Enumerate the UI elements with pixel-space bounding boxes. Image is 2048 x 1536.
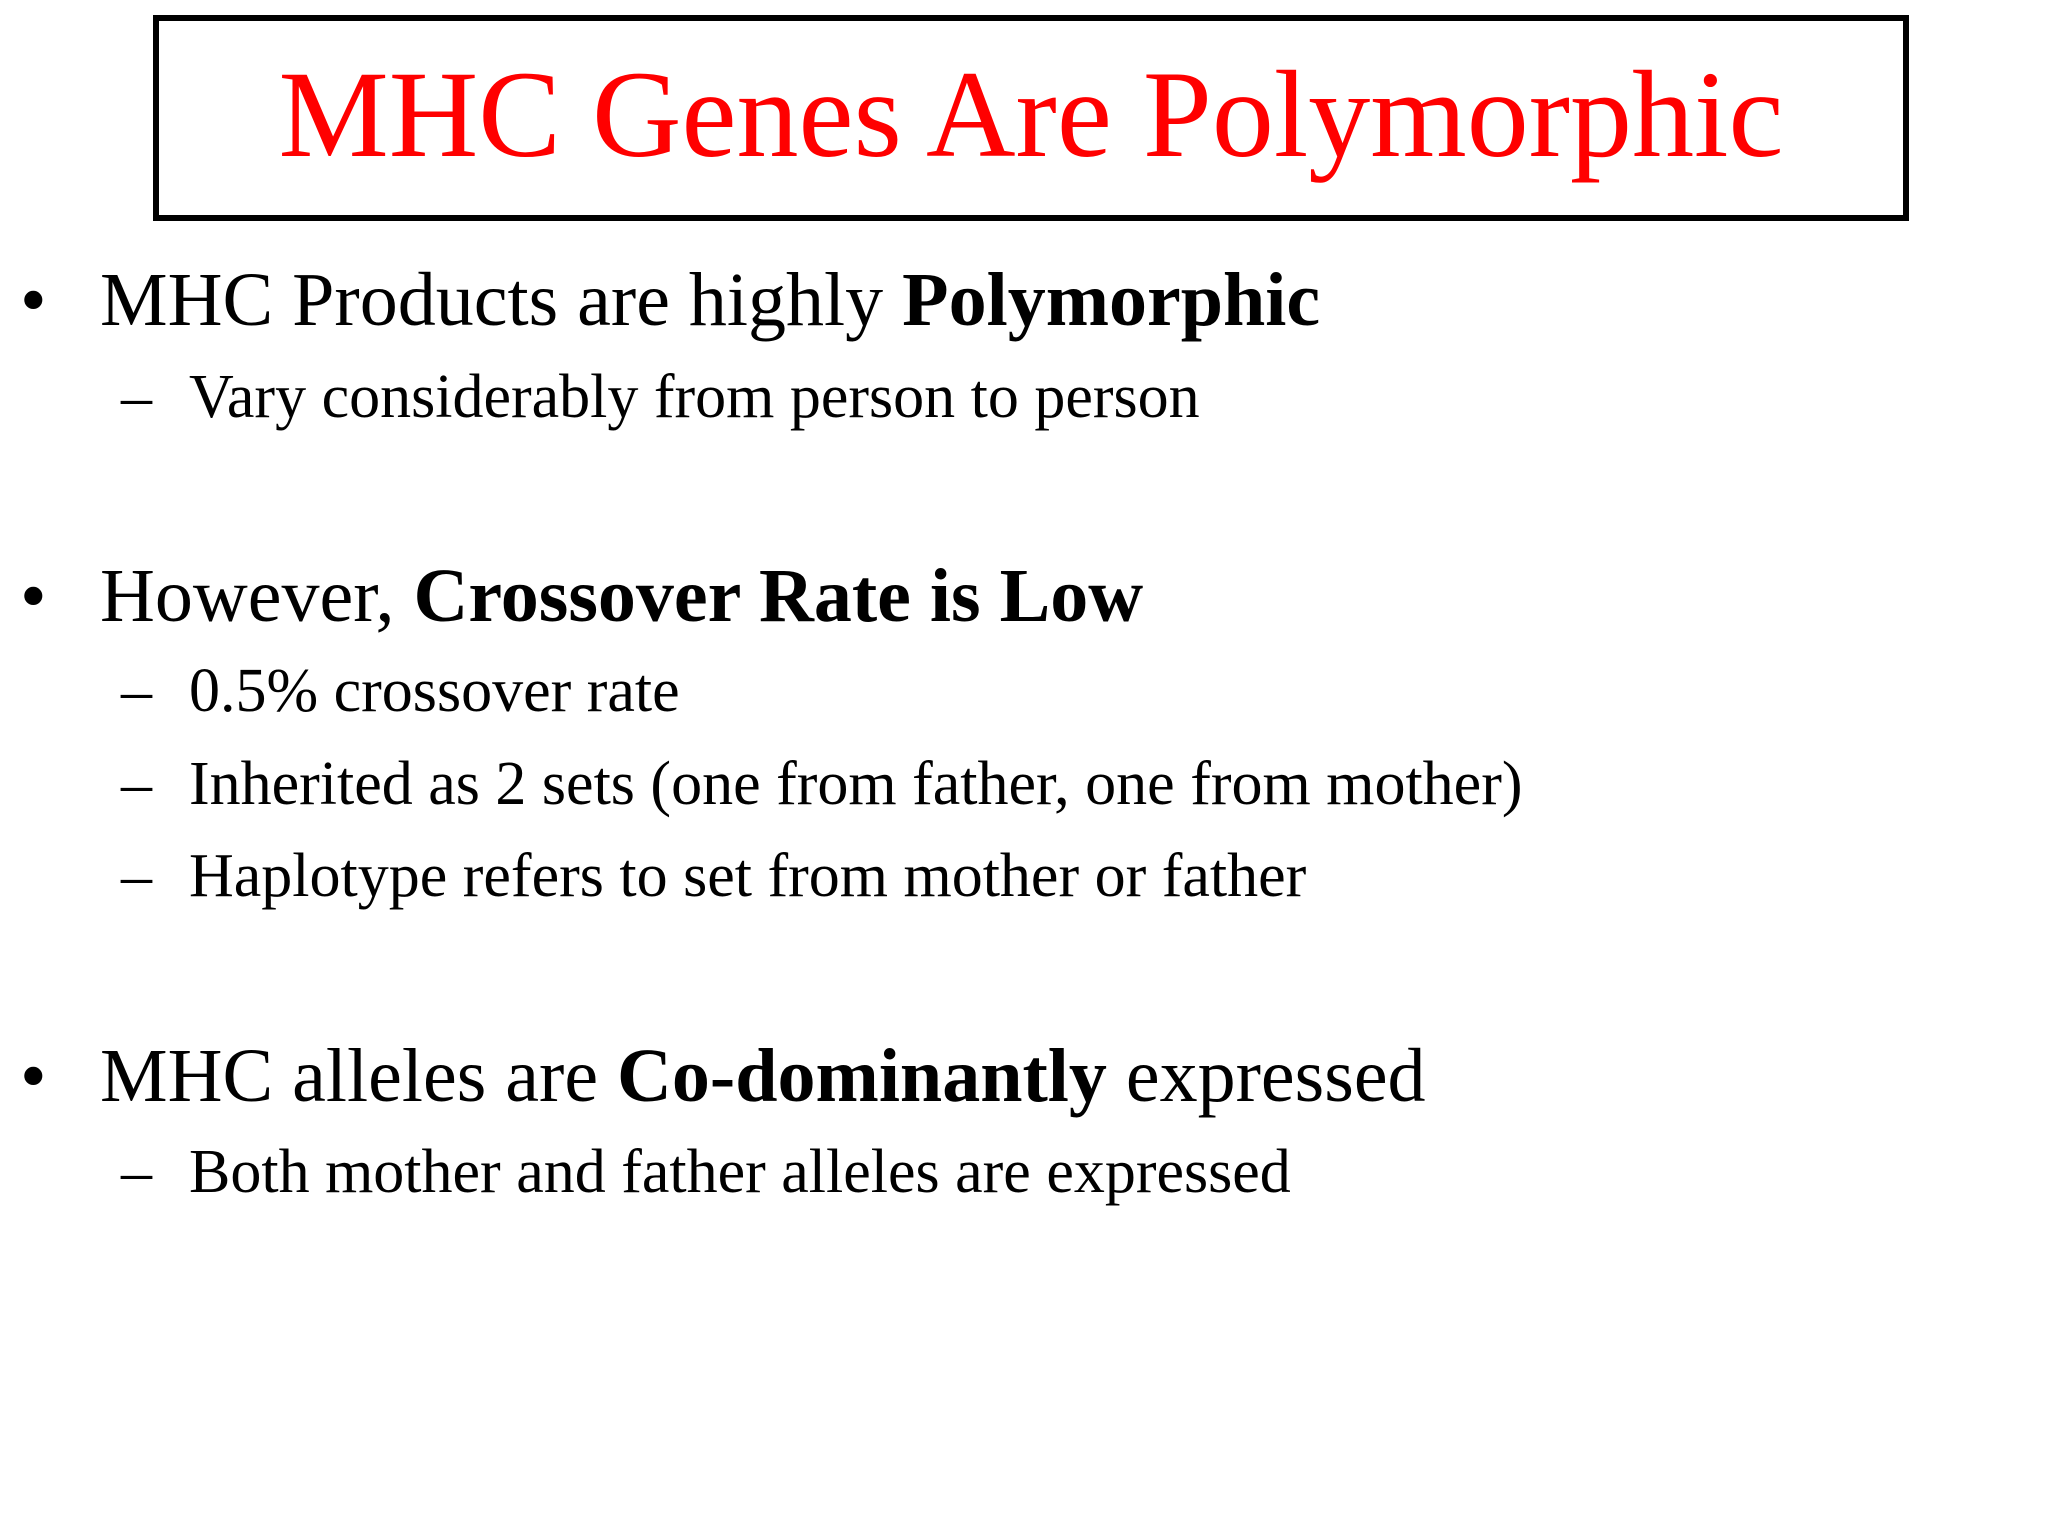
- sub-bullet-item: [121, 1138, 1291, 1206]
- bullet-text: MHC Products are highly: [100, 258, 903, 342]
- dash-marker: –: [121, 657, 152, 725]
- bullet-bold-text: Polymorphic: [902, 258, 1321, 342]
- bullet-bold-text: Co-dominantly: [617, 1034, 1107, 1118]
- bullet-marker: •: [20, 1034, 47, 1118]
- bullet-item: [20, 1034, 1426, 1118]
- dash-marker: –: [121, 363, 152, 431]
- sub-bullet-item: [121, 363, 1200, 431]
- dash-marker: –: [121, 842, 152, 910]
- bullet-marker: •: [20, 554, 47, 638]
- bullet-text-tail: expressed: [1106, 1034, 1426, 1118]
- bullet-text: MHC alleles are: [100, 1034, 618, 1118]
- bullet-item: [20, 554, 1144, 638]
- bullet-bold-text: Crossover Rate is Low: [413, 554, 1144, 638]
- sub-bullet-item: [121, 657, 680, 725]
- slide-title: MHC Genes Are Polymorphic: [278, 46, 1784, 183]
- slide-title-box: [153, 15, 1909, 221]
- dash-marker: –: [121, 750, 152, 818]
- sub-bullet-text: Both mother and father alleles are expressed: [189, 1138, 1291, 1206]
- dash-marker: –: [121, 1138, 152, 1206]
- bullet-marker: •: [20, 258, 47, 342]
- sub-bullet-text: Haplotype refers to set from mother or father: [189, 842, 1307, 910]
- sub-bullet-text: 0.5% crossover rate: [189, 657, 680, 725]
- sub-bullet-text: Vary considerably from person to person: [189, 363, 1200, 431]
- sub-bullet-text: Inherited as 2 sets (one from father, one from mother): [189, 750, 1523, 818]
- bullet-text: However,: [100, 554, 414, 638]
- sub-bullet-item: [121, 842, 1307, 910]
- bullet-item: [20, 258, 1321, 342]
- sub-bullet-item: [121, 750, 1523, 818]
